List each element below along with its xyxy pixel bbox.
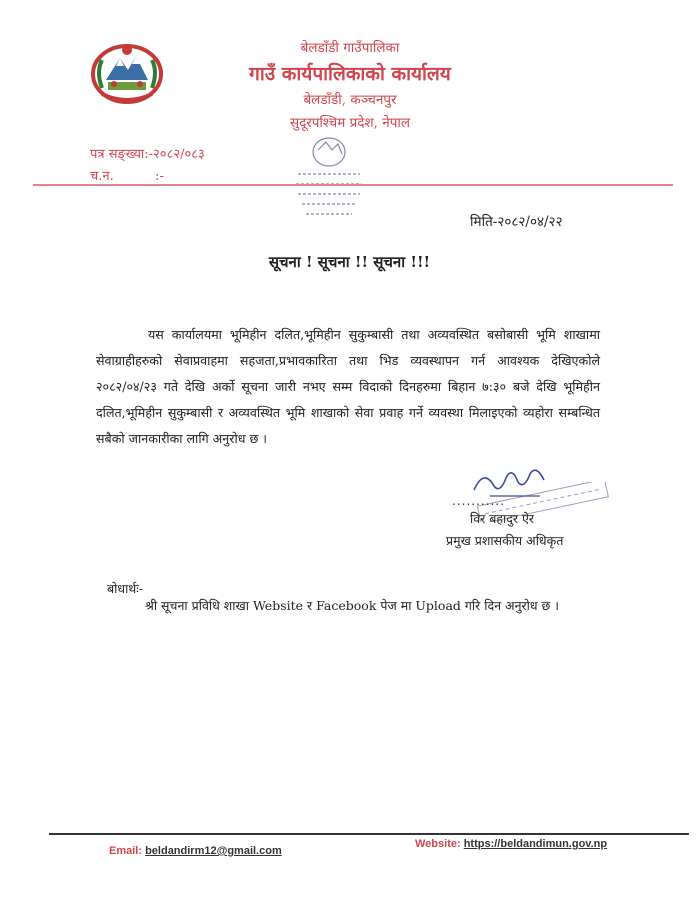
cc-label: बोधार्थः- (107, 581, 144, 596)
office-name: गाउँ कार्यपालिकाको कार्यालय (249, 63, 451, 85)
dispatch-number: च.न. :- (90, 169, 164, 184)
cc-text: श्री सूचना प्रविधि शाखा Website र Facebook पेज मा Upload गरि दिन अनुरोध छ । (145, 598, 560, 613)
letter-number: पत्र सङ्ख्या:-२०८२/०८३ (90, 147, 205, 162)
notice-title: सूचना ! सूचना !! सूचना !!! (268, 253, 431, 271)
notice-body: यस कार्यालयमा भूमिहीन दलित,भूमिहीन सुकुम्बासी तथा अव्यवस्थित बसोबासी भूमि शाखामा सेवाग्राहीहरुको सेवाप्रवाहमा सहजता,प्रभावकारिता तथा भिड व्यवस्थापन गर्न आवश्यक देखिएकोले २०८२/०४/२३ गते देखि अर्को सूचना जारी नभए सम्म विदाको दिनहरुमा बिहान ७:३० बजे देखि भूमिहीन दलित,भूमिहीन सुकुम्बासी र अव्यवस्थित भूमि शाखाको सेवा प्रवाह गर्ने व्यवस्था मिलाइएको व्यहोरा सम्बन्धित सबैको जानकारीका लागि अनुरोध छ । (96, 327, 600, 446)
header-divider (33, 184, 673, 186)
website-label: Website: (415, 838, 461, 850)
office-address: बेलडाँडी, कञ्चनपुर (303, 92, 397, 108)
officer-designation: प्रमुख प्रशासकीय अधिकृत (446, 533, 564, 548)
office-province: सुदूरपश्चिम प्रदेश, नेपाल (289, 115, 411, 131)
signature-line: ........... (452, 494, 505, 508)
footer-divider (49, 833, 689, 835)
officer-name: विर बहादुर ऐर (470, 511, 535, 526)
nepal-emblem-icon (88, 40, 166, 106)
municipality-name: बेलडाँडी गाउँपालिका (300, 40, 400, 56)
website-link[interactable]: https://beldandimun.gov.np (463, 838, 608, 850)
footer-website (415, 838, 607, 850)
email-label: Email: (109, 845, 143, 857)
office-stamp-icon (288, 130, 370, 222)
email-link[interactable]: beldandirm12@gmail.com (145, 845, 282, 857)
letter-date: मिति-२०८२/०४/२२ (470, 214, 563, 230)
footer-email (109, 845, 282, 857)
